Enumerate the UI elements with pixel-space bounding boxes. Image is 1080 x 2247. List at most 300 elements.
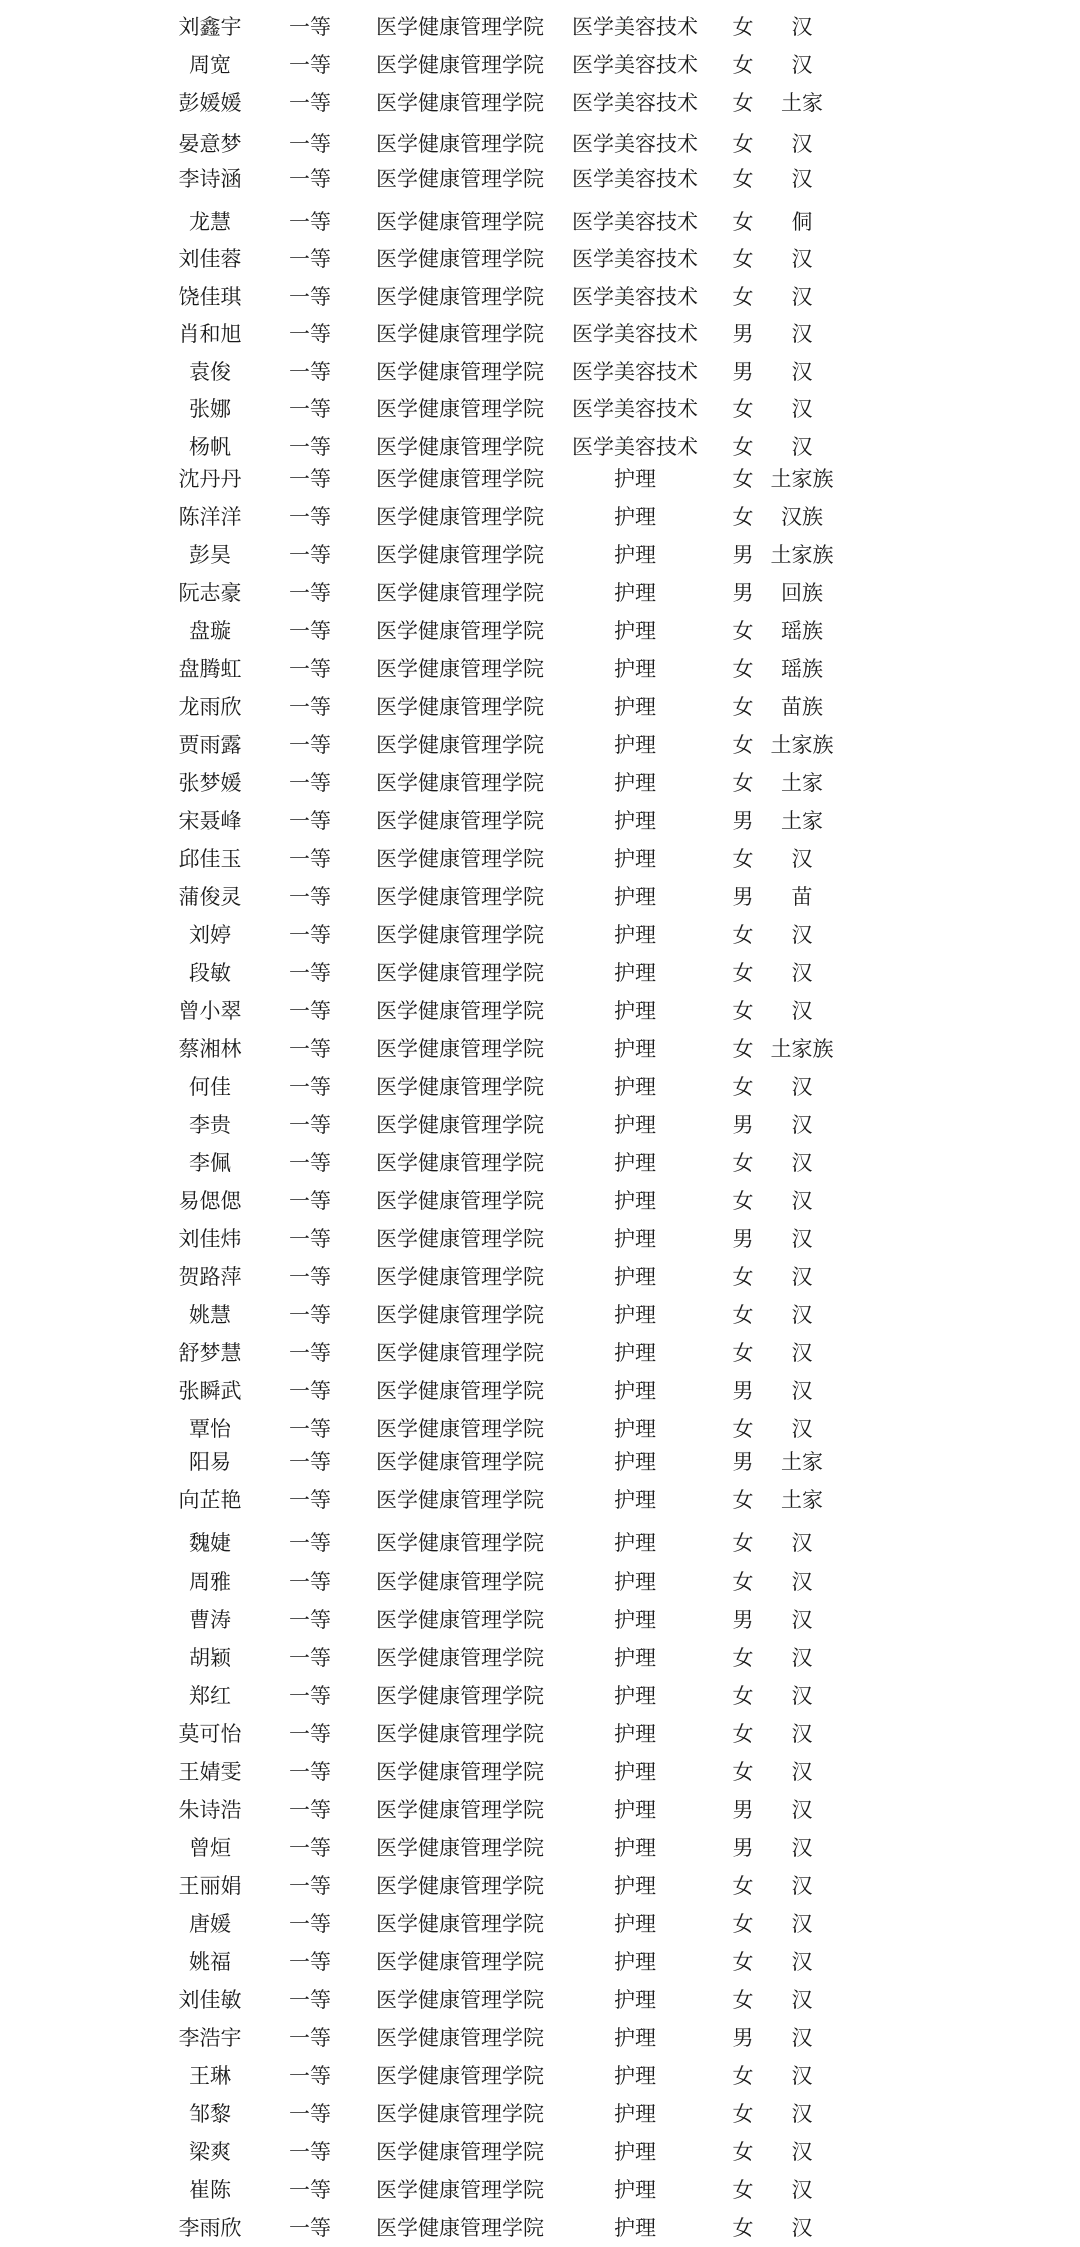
award-level: 一等 xyxy=(289,657,331,681)
ethnicity: 汉 xyxy=(791,247,813,271)
award-level: 一等 xyxy=(289,2026,331,2050)
ethnicity: 汉 xyxy=(791,1189,813,1213)
student-name: 崔陈 xyxy=(189,2178,231,2202)
major-name: 医学美容技术 xyxy=(572,285,698,309)
ethnicity: 土家 xyxy=(781,91,823,115)
gender: 女 xyxy=(732,285,754,309)
major-name: 医学美容技术 xyxy=(572,167,698,191)
ethnicity: 瑶族 xyxy=(781,657,823,681)
table-row xyxy=(0,125,1080,163)
table-row xyxy=(0,203,1080,241)
college-name: 医学健康管理学院 xyxy=(376,360,544,384)
gender: 女 xyxy=(732,1037,754,1061)
college-name: 医学健康管理学院 xyxy=(376,1722,544,1746)
college-name: 医学健康管理学院 xyxy=(376,1646,544,1670)
ethnicity: 汉 xyxy=(791,167,813,191)
ethnicity: 汉 xyxy=(791,961,813,985)
college-name: 医学健康管理学院 xyxy=(376,505,544,529)
table-row xyxy=(0,878,1080,916)
table-row xyxy=(0,1106,1080,1144)
award-level: 一等 xyxy=(289,1874,331,1898)
student-name: 邹黎 xyxy=(189,2102,231,2126)
table-row xyxy=(0,1715,1080,1753)
gender: 女 xyxy=(732,1570,754,1594)
student-name: 沈丹丹 xyxy=(178,467,242,491)
major-name: 护理 xyxy=(614,2102,656,2126)
ethnicity: 汉 xyxy=(791,2140,813,2164)
major-name: 护理 xyxy=(614,1874,656,1898)
award-level: 一等 xyxy=(289,1722,331,1746)
gender: 男 xyxy=(732,1798,754,1822)
table-row xyxy=(0,2057,1080,2095)
table-row xyxy=(0,240,1080,278)
gender: 女 xyxy=(732,1950,754,1974)
major-name: 护理 xyxy=(614,657,656,681)
major-name: 护理 xyxy=(614,1113,656,1137)
award-level: 一等 xyxy=(289,247,331,271)
award-level: 一等 xyxy=(289,1531,331,1555)
student-name: 蒲俊灵 xyxy=(178,885,242,909)
gender: 女 xyxy=(732,657,754,681)
table-row xyxy=(0,802,1080,840)
major-name: 护理 xyxy=(614,1037,656,1061)
student-name: 饶佳琪 xyxy=(178,285,242,309)
award-level: 一等 xyxy=(289,1151,331,1175)
ethnicity: 汉 xyxy=(791,1874,813,1898)
ethnicity: 汉 xyxy=(791,435,813,459)
award-level: 一等 xyxy=(289,1798,331,1822)
ethnicity: 汉 xyxy=(791,923,813,947)
award-level: 一等 xyxy=(289,543,331,567)
ethnicity: 汉 xyxy=(791,1113,813,1137)
table-row xyxy=(0,1639,1080,1677)
award-level: 一等 xyxy=(289,1988,331,2012)
college-name: 医学健康管理学院 xyxy=(376,657,544,681)
student-name: 李诗涵 xyxy=(178,167,242,191)
ethnicity: 汉 xyxy=(791,2026,813,2050)
table-row xyxy=(0,353,1080,391)
gender: 女 xyxy=(732,961,754,985)
award-level: 一等 xyxy=(289,581,331,605)
student-name: 陈洋洋 xyxy=(178,505,242,529)
table-row xyxy=(0,160,1080,198)
award-level: 一等 xyxy=(289,210,331,234)
student-name: 阳易 xyxy=(189,1450,231,1474)
table-row xyxy=(0,2171,1080,2209)
major-name: 护理 xyxy=(614,1950,656,1974)
table-row xyxy=(0,1144,1080,1182)
award-level: 一等 xyxy=(289,733,331,757)
award-level: 一等 xyxy=(289,2064,331,2088)
table-row xyxy=(0,1334,1080,1372)
award-level: 一等 xyxy=(289,1488,331,1512)
college-name: 医学健康管理学院 xyxy=(376,2216,544,2240)
table-row xyxy=(0,315,1080,353)
gender: 女 xyxy=(732,210,754,234)
award-level: 一等 xyxy=(289,1189,331,1213)
table-row xyxy=(0,8,1080,46)
gender: 男 xyxy=(732,1113,754,1137)
award-level: 一等 xyxy=(289,1037,331,1061)
major-name: 医学美容技术 xyxy=(572,132,698,156)
student-name: 宋聂峰 xyxy=(178,809,242,833)
college-name: 医学健康管理学院 xyxy=(376,91,544,115)
student-name: 龙雨欣 xyxy=(178,695,242,719)
college-name: 医学健康管理学院 xyxy=(376,397,544,421)
major-name: 护理 xyxy=(614,1450,656,1474)
college-name: 医学健康管理学院 xyxy=(376,733,544,757)
student-name: 杨帆 xyxy=(189,435,231,459)
student-name: 李佩 xyxy=(189,1151,231,1175)
major-name: 医学美容技术 xyxy=(572,322,698,346)
table-row xyxy=(0,840,1080,878)
major-name: 护理 xyxy=(614,1570,656,1594)
college-name: 医学健康管理学院 xyxy=(376,771,544,795)
college-name: 医学健康管理学院 xyxy=(376,1798,544,1822)
student-name: 覃怡 xyxy=(189,1417,231,1441)
student-name: 李雨欣 xyxy=(178,2216,242,2240)
gender: 男 xyxy=(732,1836,754,1860)
award-level: 一等 xyxy=(289,619,331,643)
college-name: 医学健康管理学院 xyxy=(376,15,544,39)
ethnicity: 汉 xyxy=(791,1379,813,1403)
major-name: 医学美容技术 xyxy=(572,397,698,421)
major-name: 护理 xyxy=(614,581,656,605)
award-level: 一等 xyxy=(289,1341,331,1365)
ethnicity: 汉 xyxy=(791,15,813,39)
college-name: 医学健康管理学院 xyxy=(376,1227,544,1251)
college-name: 医学健康管理学院 xyxy=(376,132,544,156)
gender: 男 xyxy=(732,2026,754,2050)
gender: 男 xyxy=(732,360,754,384)
major-name: 护理 xyxy=(614,1608,656,1632)
college-name: 医学健康管理学院 xyxy=(376,1912,544,1936)
ethnicity: 侗 xyxy=(791,210,813,234)
ethnicity: 汉 xyxy=(791,1227,813,1251)
major-name: 医学美容技术 xyxy=(572,210,698,234)
table-row xyxy=(0,1905,1080,1943)
gender: 女 xyxy=(732,619,754,643)
table-row xyxy=(0,726,1080,764)
major-name: 护理 xyxy=(614,2178,656,2202)
major-name: 护理 xyxy=(614,923,656,947)
college-name: 医学健康管理学院 xyxy=(376,1379,544,1403)
student-name: 唐媛 xyxy=(189,1912,231,1936)
award-level: 一等 xyxy=(289,771,331,795)
major-name: 护理 xyxy=(614,543,656,567)
college-name: 医学健康管理学院 xyxy=(376,247,544,271)
major-name: 护理 xyxy=(614,771,656,795)
gender: 女 xyxy=(732,2140,754,2164)
table-row xyxy=(0,46,1080,84)
gender: 女 xyxy=(732,999,754,1023)
student-name: 莫可怡 xyxy=(178,1722,242,1746)
major-name: 医学美容技术 xyxy=(572,91,698,115)
college-name: 医学健康管理学院 xyxy=(376,1417,544,1441)
ethnicity: 回族 xyxy=(781,581,823,605)
student-name: 晏意梦 xyxy=(178,132,242,156)
table-row xyxy=(0,650,1080,688)
table-row xyxy=(0,764,1080,802)
gender: 女 xyxy=(732,467,754,491)
college-name: 医学健康管理学院 xyxy=(376,322,544,346)
ethnicity: 汉 xyxy=(791,2102,813,2126)
student-name: 郑红 xyxy=(189,1684,231,1708)
student-name: 彭昊 xyxy=(189,543,231,567)
gender: 女 xyxy=(732,1760,754,1784)
ethnicity: 汉 xyxy=(791,2064,813,2088)
table-row xyxy=(0,612,1080,650)
gender: 女 xyxy=(732,1646,754,1670)
ethnicity: 汉 xyxy=(791,1988,813,2012)
award-level: 一等 xyxy=(289,999,331,1023)
student-name: 魏婕 xyxy=(189,1531,231,1555)
award-level: 一等 xyxy=(289,1950,331,1974)
college-name: 医学健康管理学院 xyxy=(376,1874,544,1898)
ethnicity: 汉 xyxy=(791,1608,813,1632)
award-level: 一等 xyxy=(289,2216,331,2240)
ethnicity: 汉 xyxy=(791,1075,813,1099)
gender: 女 xyxy=(732,1189,754,1213)
student-name: 刘佳炜 xyxy=(178,1227,242,1251)
table-row xyxy=(0,498,1080,536)
college-name: 医学健康管理学院 xyxy=(376,467,544,491)
table-row xyxy=(0,574,1080,612)
award-level: 一等 xyxy=(289,1684,331,1708)
ethnicity: 汉 xyxy=(791,285,813,309)
college-name: 医学健康管理学院 xyxy=(376,2178,544,2202)
student-name: 姚慧 xyxy=(189,1303,231,1327)
student-name: 李浩宇 xyxy=(178,2026,242,2050)
student-name: 肖和旭 xyxy=(178,322,242,346)
student-name: 刘佳敏 xyxy=(178,1988,242,2012)
award-level: 一等 xyxy=(289,132,331,156)
major-name: 护理 xyxy=(614,1265,656,1289)
table-row xyxy=(0,84,1080,122)
major-name: 护理 xyxy=(614,1488,656,1512)
student-name: 何佳 xyxy=(189,1075,231,1099)
ethnicity: 土家族 xyxy=(770,467,834,491)
award-level: 一等 xyxy=(289,885,331,909)
table-row xyxy=(0,390,1080,428)
college-name: 医学健康管理学院 xyxy=(376,847,544,871)
gender: 女 xyxy=(732,1488,754,1512)
table-row xyxy=(0,536,1080,574)
student-name: 袁俊 xyxy=(189,360,231,384)
ethnicity: 土家 xyxy=(781,1488,823,1512)
college-name: 医学健康管理学院 xyxy=(376,999,544,1023)
table-row xyxy=(0,1791,1080,1829)
ethnicity: 汉 xyxy=(791,1798,813,1822)
college-name: 医学健康管理学院 xyxy=(376,1037,544,1061)
student-name: 周雅 xyxy=(189,1570,231,1594)
ethnicity: 土家族 xyxy=(770,1037,834,1061)
gender: 男 xyxy=(732,885,754,909)
college-name: 医学健康管理学院 xyxy=(376,210,544,234)
major-name: 护理 xyxy=(614,619,656,643)
major-name: 医学美容技术 xyxy=(572,53,698,77)
college-name: 医学健康管理学院 xyxy=(376,2026,544,2050)
gender: 女 xyxy=(732,15,754,39)
table-row xyxy=(0,954,1080,992)
college-name: 医学健康管理学院 xyxy=(376,543,544,567)
student-name: 曾小翠 xyxy=(178,999,242,1023)
major-name: 护理 xyxy=(614,1227,656,1251)
gender: 男 xyxy=(732,1379,754,1403)
student-name: 彭媛媛 xyxy=(178,91,242,115)
student-name: 段敏 xyxy=(189,961,231,985)
student-name: 张梦媛 xyxy=(178,771,242,795)
ethnicity: 土家 xyxy=(781,809,823,833)
major-name: 护理 xyxy=(614,1151,656,1175)
major-name: 护理 xyxy=(614,505,656,529)
student-name: 王丽娟 xyxy=(178,1874,242,1898)
award-level: 一等 xyxy=(289,1417,331,1441)
award-level: 一等 xyxy=(289,435,331,459)
student-name: 王琳 xyxy=(189,2064,231,2088)
award-level: 一等 xyxy=(289,1227,331,1251)
ethnicity: 土家族 xyxy=(770,543,834,567)
college-name: 医学健康管理学院 xyxy=(376,53,544,77)
student-name: 舒梦慧 xyxy=(178,1341,242,1365)
major-name: 护理 xyxy=(614,1722,656,1746)
ethnicity: 汉 xyxy=(791,1684,813,1708)
major-name: 护理 xyxy=(614,467,656,491)
gender: 女 xyxy=(732,53,754,77)
table-row xyxy=(0,460,1080,498)
table-row xyxy=(0,2133,1080,2171)
ethnicity: 汉 xyxy=(791,1646,813,1670)
college-name: 医学健康管理学院 xyxy=(376,1950,544,1974)
table-row xyxy=(0,1182,1080,1220)
student-name: 曾烜 xyxy=(189,1836,231,1860)
gender: 男 xyxy=(732,1608,754,1632)
table-row xyxy=(0,1601,1080,1639)
ethnicity: 汉 xyxy=(791,1151,813,1175)
college-name: 医学健康管理学院 xyxy=(376,1265,544,1289)
table-row xyxy=(0,1563,1080,1601)
student-name: 蔡湘林 xyxy=(178,1037,242,1061)
student-name: 贺路萍 xyxy=(178,1265,242,1289)
award-level: 一等 xyxy=(289,1646,331,1670)
ethnicity: 汉 xyxy=(791,1341,813,1365)
college-name: 医学健康管理学院 xyxy=(376,1488,544,1512)
award-level: 一等 xyxy=(289,285,331,309)
college-name: 医学健康管理学院 xyxy=(376,1760,544,1784)
award-level: 一等 xyxy=(289,923,331,947)
major-name: 护理 xyxy=(614,809,656,833)
major-name: 护理 xyxy=(614,1075,656,1099)
college-name: 医学健康管理学院 xyxy=(376,1189,544,1213)
student-name: 盘璇 xyxy=(189,619,231,643)
table-row xyxy=(0,1443,1080,1481)
student-name: 张娜 xyxy=(189,397,231,421)
gender: 女 xyxy=(732,1531,754,1555)
college-name: 医学健康管理学院 xyxy=(376,1303,544,1327)
gender: 女 xyxy=(732,2178,754,2202)
table-row xyxy=(0,1867,1080,1905)
table-row xyxy=(0,1258,1080,1296)
college-name: 医学健康管理学院 xyxy=(376,809,544,833)
table-row xyxy=(0,2019,1080,2057)
major-name: 护理 xyxy=(614,2140,656,2164)
major-name: 护理 xyxy=(614,1417,656,1441)
award-level: 一等 xyxy=(289,505,331,529)
ethnicity: 汉 xyxy=(791,1722,813,1746)
gender: 女 xyxy=(732,1265,754,1289)
ethnicity: 瑶族 xyxy=(781,619,823,643)
major-name: 护理 xyxy=(614,1646,656,1670)
major-name: 医学美容技术 xyxy=(572,247,698,271)
student-name: 邱佳玉 xyxy=(178,847,242,871)
ethnicity: 汉 xyxy=(791,1265,813,1289)
student-name: 张瞬武 xyxy=(178,1379,242,1403)
major-name: 护理 xyxy=(614,1912,656,1936)
table-row xyxy=(0,992,1080,1030)
gender: 男 xyxy=(732,1450,754,1474)
major-name: 护理 xyxy=(614,1684,656,1708)
ethnicity: 苗 xyxy=(791,885,813,909)
gender: 男 xyxy=(732,1227,754,1251)
ethnicity: 汉 xyxy=(791,1417,813,1441)
ethnicity: 汉 xyxy=(791,1912,813,1936)
major-name: 护理 xyxy=(614,885,656,909)
college-name: 医学健康管理学院 xyxy=(376,885,544,909)
major-name: 护理 xyxy=(614,1379,656,1403)
college-name: 医学健康管理学院 xyxy=(376,2140,544,2164)
major-name: 医学美容技术 xyxy=(572,15,698,39)
student-name: 朱诗浩 xyxy=(178,1798,242,1822)
award-level: 一等 xyxy=(289,1836,331,1860)
student-name: 曹涛 xyxy=(189,1608,231,1632)
college-name: 医学健康管理学院 xyxy=(376,619,544,643)
table-row xyxy=(0,278,1080,316)
gender: 女 xyxy=(732,1912,754,1936)
college-name: 医学健康管理学院 xyxy=(376,2102,544,2126)
student-name: 龙慧 xyxy=(189,210,231,234)
student-name: 向芷艳 xyxy=(178,1488,242,1512)
college-name: 医学健康管理学院 xyxy=(376,923,544,947)
major-name: 护理 xyxy=(614,2026,656,2050)
gender: 女 xyxy=(732,1988,754,2012)
college-name: 医学健康管理学院 xyxy=(376,1836,544,1860)
table-row xyxy=(0,1372,1080,1410)
ethnicity: 汉 xyxy=(791,1303,813,1327)
college-name: 医学健康管理学院 xyxy=(376,1988,544,2012)
gender: 女 xyxy=(732,695,754,719)
gender: 女 xyxy=(732,91,754,115)
college-name: 医学健康管理学院 xyxy=(376,285,544,309)
gender: 女 xyxy=(732,923,754,947)
major-name: 护理 xyxy=(614,1531,656,1555)
ethnicity: 汉 xyxy=(791,1836,813,1860)
ethnicity: 土家族 xyxy=(770,733,834,757)
student-name: 梁爽 xyxy=(189,2140,231,2164)
table-row xyxy=(0,1524,1080,1562)
major-name: 护理 xyxy=(614,1303,656,1327)
college-name: 医学健康管理学院 xyxy=(376,961,544,985)
major-name: 护理 xyxy=(614,733,656,757)
gender: 女 xyxy=(732,2102,754,2126)
student-name: 贾雨露 xyxy=(178,733,242,757)
ethnicity: 汉 xyxy=(791,2178,813,2202)
ethnicity: 汉 xyxy=(791,1950,813,1974)
college-name: 医学健康管理学院 xyxy=(376,695,544,719)
table-row xyxy=(0,1943,1080,1981)
ethnicity: 汉 xyxy=(791,397,813,421)
student-name: 易偲偲 xyxy=(178,1189,242,1213)
table-row xyxy=(0,1068,1080,1106)
